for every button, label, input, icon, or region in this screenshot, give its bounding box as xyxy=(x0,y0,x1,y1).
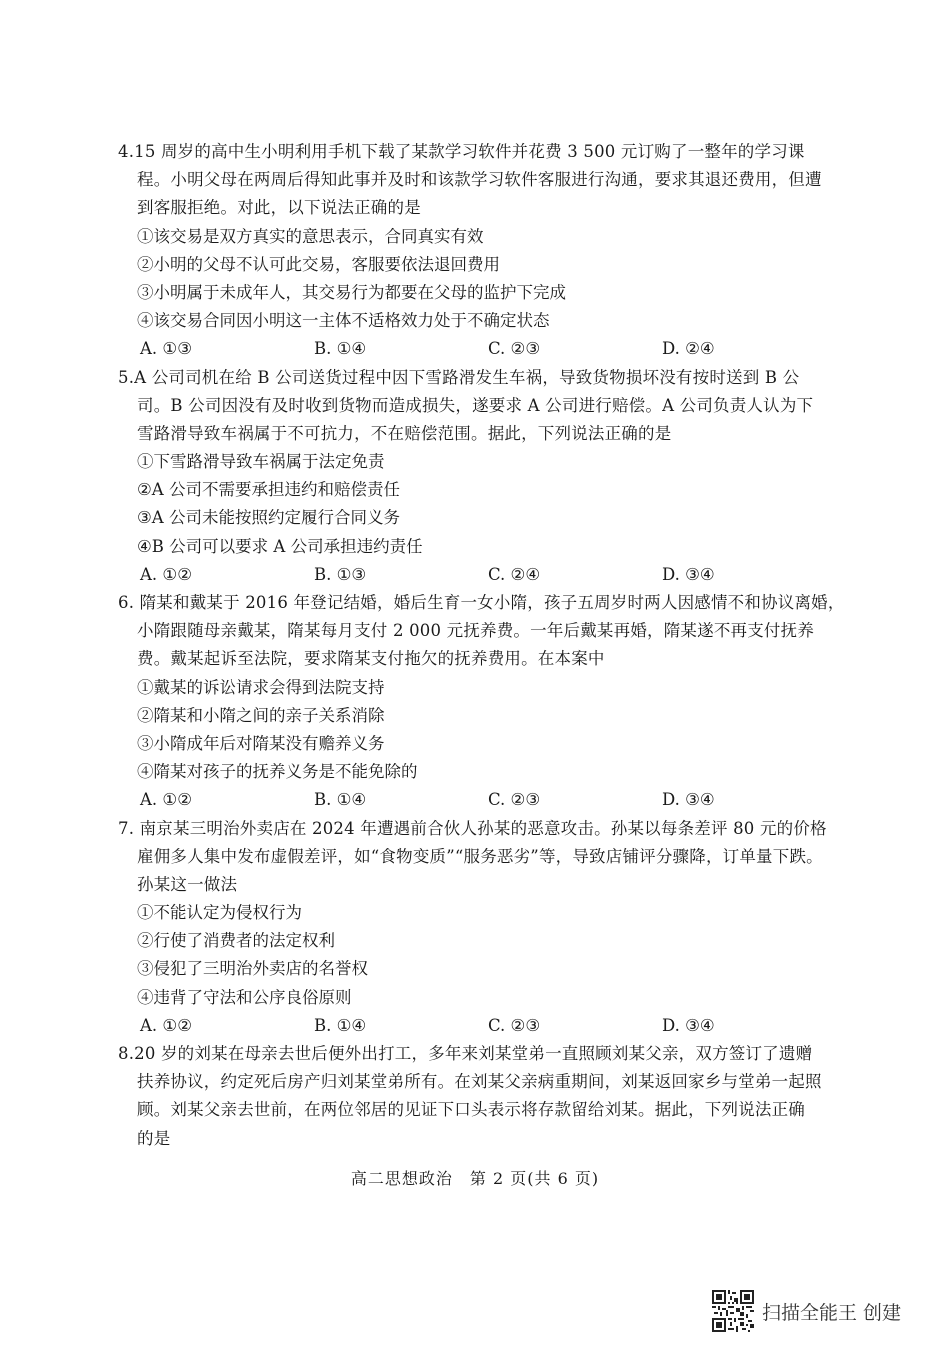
question xyxy=(118,1040,843,1153)
statement-item: ④违背了守法和公序良俗原则 xyxy=(137,987,352,1007)
question-stem-line: 到客服拒绝。对此，以下说法正确的是 xyxy=(137,198,421,218)
answer-option: B. ①④ xyxy=(314,1015,367,1035)
question-stem-line: 5.A 公司司机在给 B 公司送货过程中因下雪路滑发生车祸，导致货物损坏没有按时送到 B 公 xyxy=(118,367,800,387)
statement-item: ③侵犯了三明治外卖店的名誉权 xyxy=(137,959,368,979)
statement-item: ②小明的父母不认可此交易，客服要依法退回费用 xyxy=(137,254,500,274)
page-footer: 高二思想政治 第 2 页(共 6 页) xyxy=(350,1169,600,1188)
statement-item: ①下雪路滑导致车祸属于法定免责 xyxy=(137,452,385,472)
answer-option: C. ②③ xyxy=(488,339,541,359)
answer-option: A. ①② xyxy=(140,564,192,584)
answer-option: C. ②③ xyxy=(488,790,541,810)
answer-option: D. ②④ xyxy=(662,339,715,359)
question-stem-line: 司。B 公司因没有及时收到货物而造成损失，遂要求 A 公司进行赔偿。A 公司负责人认为下 xyxy=(137,395,814,415)
answer-options xyxy=(118,786,843,814)
scanner-credit-text: 扫描全能王 创建 xyxy=(762,1301,902,1324)
question xyxy=(118,589,843,815)
question-stem-line: 程。小明父母在两周后得知此事并及时和该款学习软件客服进行沟通，要求其退还费用，但遭 xyxy=(137,170,822,190)
statement-item: ④隋某对孩子的抚养义务是不能免除的 xyxy=(137,762,418,782)
statement-item: ③A 公司未能按照约定履行合同义务 xyxy=(137,508,400,528)
statement-item: ②隋某和小隋之间的亲子关系消除 xyxy=(137,705,385,725)
statement-item: ①该交易是双方真实的意思表示，合同真实有效 xyxy=(137,226,484,246)
question xyxy=(118,138,843,364)
question-stem-line: 孙某这一做法 xyxy=(137,874,238,894)
answer-option: C. ②④ xyxy=(488,564,541,584)
question-stem-line: 顾。刘某父亲去世前，在两位邻居的见证下口头表示将存款留给刘某。据此，下列说法正确 xyxy=(137,1100,805,1120)
answer-option: D. ③④ xyxy=(662,564,715,584)
question-stem-line: 的是 xyxy=(137,1128,171,1148)
scanner-watermark xyxy=(712,1289,901,1333)
question xyxy=(118,364,843,590)
answer-options xyxy=(118,335,843,363)
question-stem-line: 小隋跟随母亲戴某，隋某每月支付 2 000 元抚养费。一年后戴某再婚，隋某遂不再支付抚养 xyxy=(137,621,815,641)
answer-option: B. ①③ xyxy=(314,564,367,584)
answer-option: D. ③④ xyxy=(662,1015,715,1035)
question-stem-line: 6. 隋某和戴某于 2016 年登记结婚，婚后生育一女小隋，孩子五周岁时两人因感情不和协议离婚， xyxy=(118,593,845,612)
statement-item: ③小明属于未成年人，其交易行为都要在父母的监护下完成 xyxy=(137,282,566,302)
answer-options xyxy=(118,561,843,589)
statement-item: ③小隋成年后对隋某没有赡养义务 xyxy=(137,733,385,753)
statement-item: ④B 公司可以要求 A 公司承担违约责任 xyxy=(137,536,423,556)
question-stem-line: 扶养协议，约定死后房产归刘某堂弟所有。在刘某父亲病重期间，刘某返回家乡与堂弟一起照 xyxy=(137,1072,822,1092)
question-stem-line: 雇佣多人集中发布虚假差评，如“食物变质”“服务恶劣”等，导致店铺评分骤降，订单量下跌。 xyxy=(137,846,823,866)
question-list xyxy=(118,138,843,1153)
statement-item: ①不能认定为侵权行为 xyxy=(137,903,302,923)
question-stem-line: 7. 南京某三明治外卖店在 2024 年遭遇前合伙人孙某的恶意攻击。孙某以每条差评 80 元的价格 xyxy=(118,818,827,838)
statement-item: ②行使了消费者的法定权利 xyxy=(137,931,335,951)
answer-option: A. ①③ xyxy=(140,339,192,359)
question-stem-line: 4.15 周岁的高中生小明利用手机下载了某款学习软件并花费 3 500 元订购了一整年的学习课 xyxy=(118,142,805,161)
statement-item: ④该交易合同因小明这一主体不适格效力处于不确定状态 xyxy=(137,311,550,331)
question-stem-line: 雪路滑导致车祸属于不可抗力，不在赔偿范围。据此，下列说法正确的是 xyxy=(137,423,672,443)
answer-option: D. ③④ xyxy=(662,790,715,810)
qr-code-icon xyxy=(712,1290,754,1332)
answer-option: C. ②③ xyxy=(488,1015,541,1035)
answer-options xyxy=(118,1012,843,1040)
statement-item: ②A 公司不需要承担违约和赔偿责任 xyxy=(137,480,400,500)
answer-option: A. ①② xyxy=(140,790,192,810)
question-stem-line: 费。戴某起诉至法院，要求隋某支付拖欠的抚养费用。在本案中 xyxy=(137,649,605,669)
answer-option: B. ①④ xyxy=(314,790,367,810)
statement-item: ①戴某的诉讼请求会得到法院支持 xyxy=(137,677,385,697)
answer-option: B. ①④ xyxy=(314,339,367,359)
question-stem-line: 8.20 岁的刘某在母亲去世后便外出打工，多年来刘某堂弟一直照顾刘某父亲，双方签订了遗赠 xyxy=(118,1044,813,1063)
answer-option: A. ①② xyxy=(140,1015,192,1035)
question xyxy=(118,815,843,1041)
